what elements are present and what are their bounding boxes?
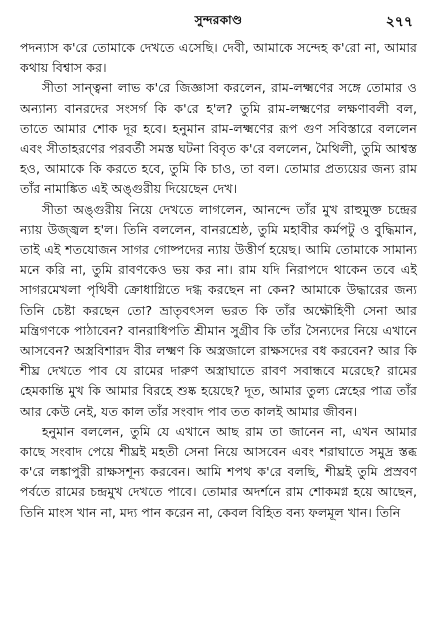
paragraph-1: পদন্যাস ক'রে তোমাকে দেখতে এসেছি। দেবী, আমাকে সন্দেহ ক'রো না, আমার কথায় বিশ্বাস কর। [20, 40, 417, 76]
page-body [20, 38, 417, 523]
page-header [20, 6, 417, 32]
paragraph-3: সীতা অঙ্গুরীয় নিয়ে দেখতে লাগলেন, আনন্দে তাঁর মুখ রাহুমুক্ত চন্দ্রের ন্যায় উজ্জ্বল হ'ল। তিনি বললেন, বানরশ্রেষ্ঠ, তুমি মহাবীর কর্মপটু ও বুদ্ধিমান, তাই এই শতযোজন সাগর গোষ্পদের ন্যায় উত্তীর্ণ হয়েছ। আমি তোমাকে সামান্য মনে করি না, তুমি রাবণকেও ভয় কর না। রাম যদি নিরাপদে থাকেন তবে এই সাগরমেখলা পৃথিবী ক্রোধাগ্নিতে দগ্ধ করছেন না কেন? আমাকে উদ্ধারের জন্য তিনি চেষ্টা করছেন তো? ভ্রাতৃবৎসল ভরত কি তাঁর অক্ষৌহিণী সেনা আর মন্ত্রিগণকে পাঠাবেন? বানরাধিপতি শ্রীমান সুগ্রীব কি তাঁর সৈন্যদের নিয়ে এখানে আসবেন? অস্ত্রবিশারদ বীর লক্ষ্মণ কি অস্ত্রজালে রাক্ষসদের বধ করবেন? আর কি শীঘ্র দেখতে পাব যে রামের দারুণ অস্ত্রাঘাতে রাবণ সবান্ধবে মরেছে? রামের হেমকান্তি মুখ কি আমার বিরহে শুষ্ক হয়েছে? দূত, আমার তুল্য স্নেহের পাত্র তাঁর আর কেউ নেই, যত কাল তাঁর সংবাদ পাব তত কালই আমার জীবন। [20, 201, 417, 419]
paragraph-2: সীতা সান্ত্বনা লাভ ক'রে জিজ্ঞাসা করলেন, রাম-লক্ষ্মণের সঙ্গে তোমার ও অন্যান্য বানরদের সংসর্গ কি ক'রে হ'ল? তুমি রাম-লক্ষ্মণের লক্ষণাবলী বল, তাতে আমার শোক দূর হবে। হনুমান রাম-লক্ষ্মণের রূপ গুণ সবিস্তারে বললেন এবং সীতাহরণের পরবর্তী সমস্ত ঘটনা বিবৃত ক'রে বললেন, মৈথিলী, তুমি আশ্বস্ত হও, আমাকে কি করতে হবে, তুমি কি চাও, তা বল। তোমার প্রত্যয়ের জন্য রাম তাঁর নামাঙ্কিত এই অঙ্গুরীয় দিয়েছেন দেখ। [20, 80, 417, 197]
paragraph-4: হনুমান বললেন, তুমি যে এখানে আছ রাম তা জানেন না, এখন আমার কাছে সংবাদ পেয়ে শীঘ্রই মহতী সেনা নিয়ে আসবেন এবং শরাঘাতে সমুদ্র স্তব্ধ ক'রে লঙ্কাপুরী রাক্ষসশূন্য করবেন। আমি শপথ ক'রে বলছি, শীঘ্রই তুমি প্রস্রবণ পর্বতে রামের চন্দ্রমুখ দেখতে পাবে। তোমার অদর্শনে রাম শোকমগ্ন হয়ে আছেন, তিনি মাংস খান না, মদ্য পান করেন না, কেবল বিহিত বন্য ফলমূল খান। তিনি [20, 423, 417, 520]
running-title: সুন্দরকাণ্ড [194, 13, 243, 27]
page-number: ২৭৭ [385, 14, 413, 30]
